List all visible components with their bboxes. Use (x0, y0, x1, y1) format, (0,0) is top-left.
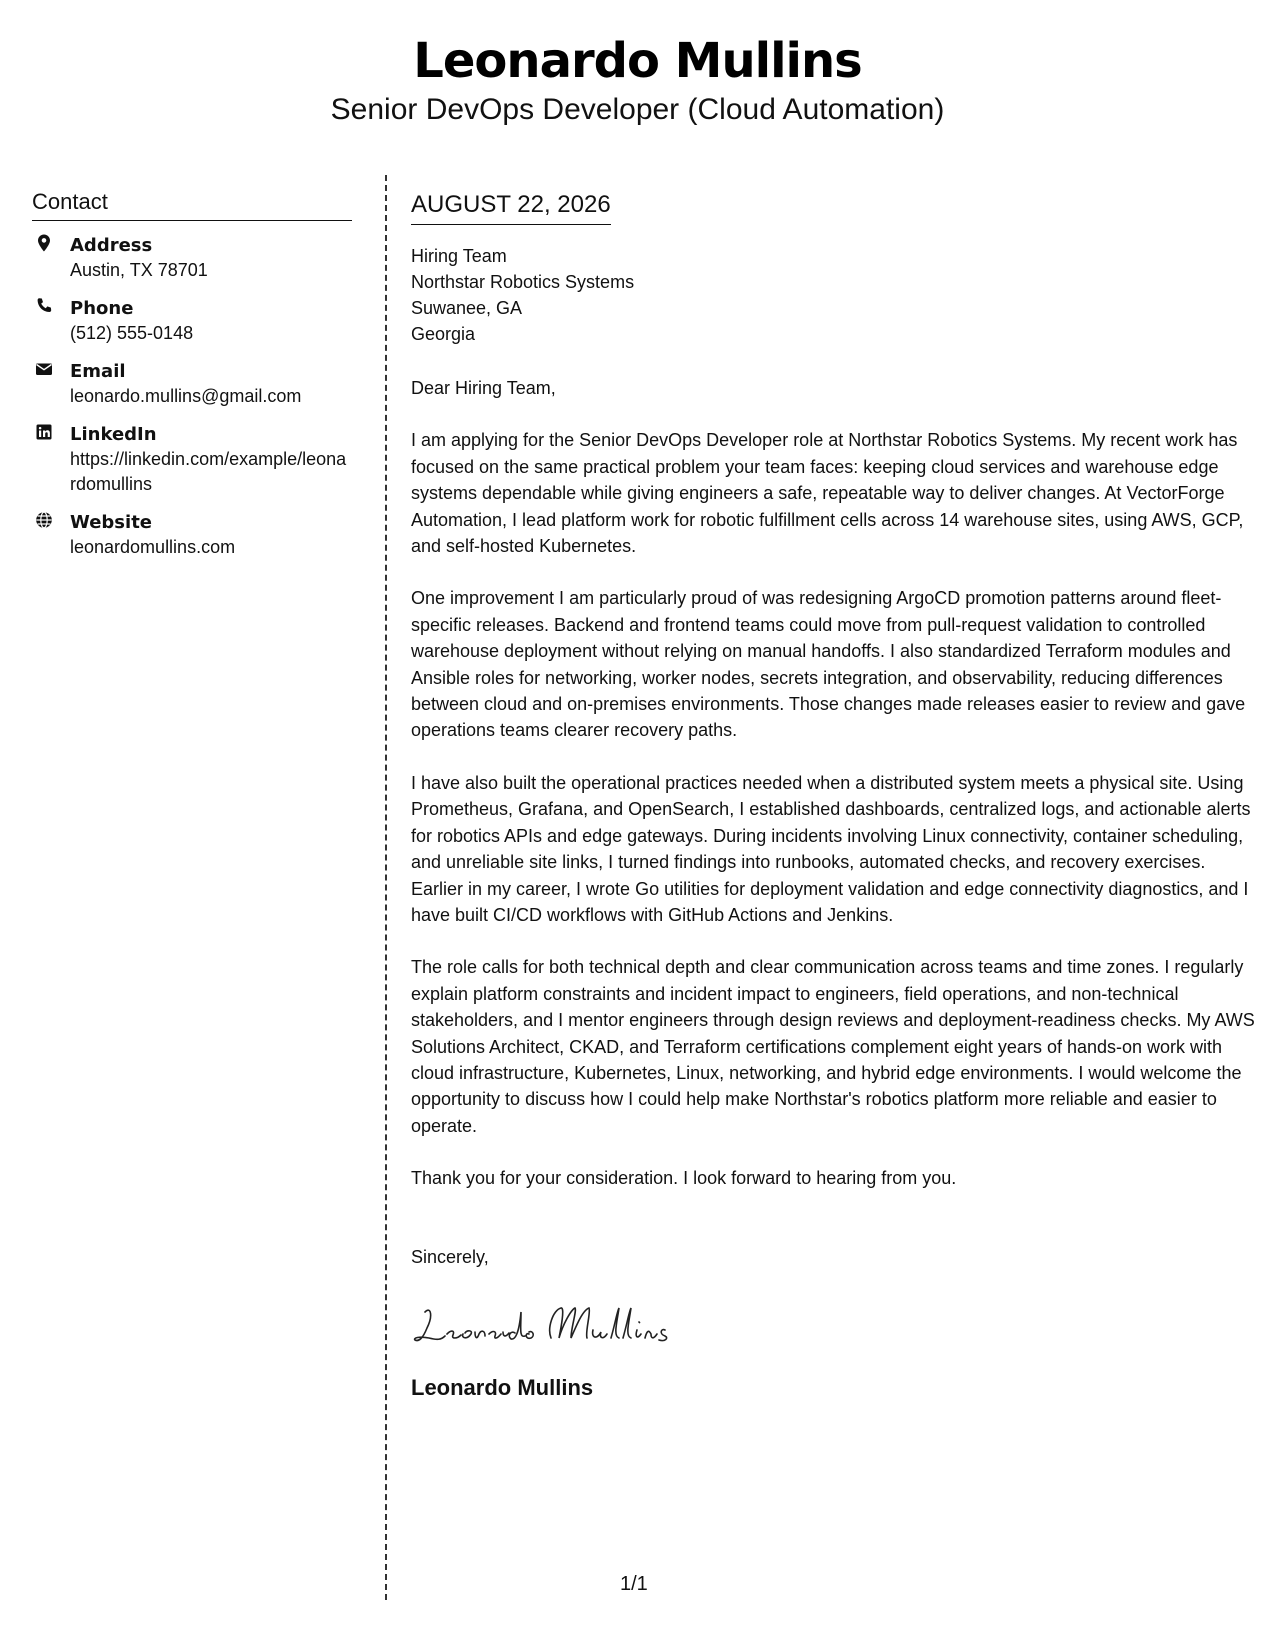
cover-letter (411, 190, 1256, 1402)
contact-item-address (32, 233, 352, 283)
recipient-block (411, 243, 1256, 347)
letter-paragraph: One improvement I am particularly proud of was redesigning ArgoCD promotion patterns around fleet-specific releases. Backend and frontend teams could move from pull-request validation to controlled warehouse deployment without relying on manual handoffs. I also standardized Terraform modules and Ansible roles for networking, worker nodes, secrets integration, and observability, reducing differences between cloud and on-premises environments. Those changes made releases easier to review and gave operations teams clearer recovery paths. (411, 588, 1246, 741)
letter-paragraph: I am applying for the Senior DevOps Developer role at Northstar Robotics Systems. My recent work has focused on the same practical problem your team faces: keeping cloud services and warehouse edge systems dependable while giving engineers a safe, repeatable way to deliver changes. At VectorForge Automation, I lead platform work for robotic fulfillment cells across 14 warehouse sites, using AWS, GCP, and self-hosted Kubernetes. (411, 430, 1244, 557)
candidate-title: Senior DevOps Developer (Cloud Automation) (330, 93, 945, 126)
contact-value: leonardo.mullins@gmail.com (70, 386, 302, 406)
contact-value: https://linkedin.com/example/leonardomullins (70, 449, 347, 494)
recipient-line: Georgia (411, 324, 476, 344)
letter-date: AUGUST 22, 2026 (411, 190, 611, 225)
phone-icon (34, 296, 54, 318)
recipient-line: Northstar Robotics Systems (411, 272, 635, 292)
signed-name: Leonardo Mullins (411, 1374, 594, 1400)
contact-value: (512) 555-0148 (70, 323, 194, 343)
globe-icon (34, 510, 54, 532)
linkedin-icon (34, 422, 54, 444)
envelope-icon (34, 359, 54, 381)
letter-paragraph: Thank you for your consideration. I look forward to hearing from you. (411, 1168, 957, 1189)
contact-sidebar (32, 188, 352, 573)
contact-heading: Contact (32, 188, 352, 221)
map-pin-icon (34, 233, 54, 255)
salutation: Dear Hiring Team, (411, 378, 556, 398)
contact-item-website (32, 510, 352, 560)
contact-label: Address (70, 235, 153, 256)
candidate-name: Leonardo Mullins (413, 33, 862, 89)
contact-item-email (32, 359, 352, 409)
recipient-line: Hiring Team (411, 246, 507, 266)
handwritten-signature (411, 1298, 1256, 1350)
column-divider (385, 175, 387, 1600)
page-number: 1/1 (620, 1573, 648, 1595)
contact-label: Website (70, 512, 153, 533)
contact-item-linkedin (32, 422, 352, 497)
document-header (0, 30, 1275, 128)
contact-label: Phone (70, 298, 134, 319)
closing: Sincerely, (411, 1246, 489, 1267)
recipient-line: Suwanee, GA (411, 298, 523, 318)
contact-value: leonardomullins.com (70, 537, 236, 557)
contact-label: LinkedIn (70, 424, 157, 445)
contact-item-phone (32, 296, 352, 346)
contact-value: Austin, TX 78701 (70, 260, 208, 280)
letter-paragraph: The role calls for both technical depth and clear communication across teams and time zones. I regularly explain platform constraints and incident impact to engineers, field operations, and non-technical stakeholders, and I mentor engineers through design reviews and deployment-readiness checks. My AWS Solutions Architect, CKAD, and Terraform certifications complement eight years of hands-on work with cloud infrastructure, Kubernetes, Linux, networking, and hybrid edge environments. I would welcome the opportunity to discuss how I could help make Northstar's robotics platform more reliable and easier to operate. (411, 957, 1255, 1136)
contact-label: Email (70, 361, 126, 382)
letter-paragraph: I have also built the operational practices needed when a distributed system meets a physical site. Using Prometheus, Grafana, and OpenSearch, I established dashboards, centralized logs, and actionable alerts for robotics APIs and edge gateways. During incidents involving Linux connectivity, container scheduling, and unreliable site links, I turned findings into runbooks, automated checks, and recovery exercises. Earlier in my career, I wrote Go utilities for deployment validation and edge connectivity diagnostics, and I have built CI/CD workflows with GitHub Actions and Jenkins. (411, 772, 1251, 925)
